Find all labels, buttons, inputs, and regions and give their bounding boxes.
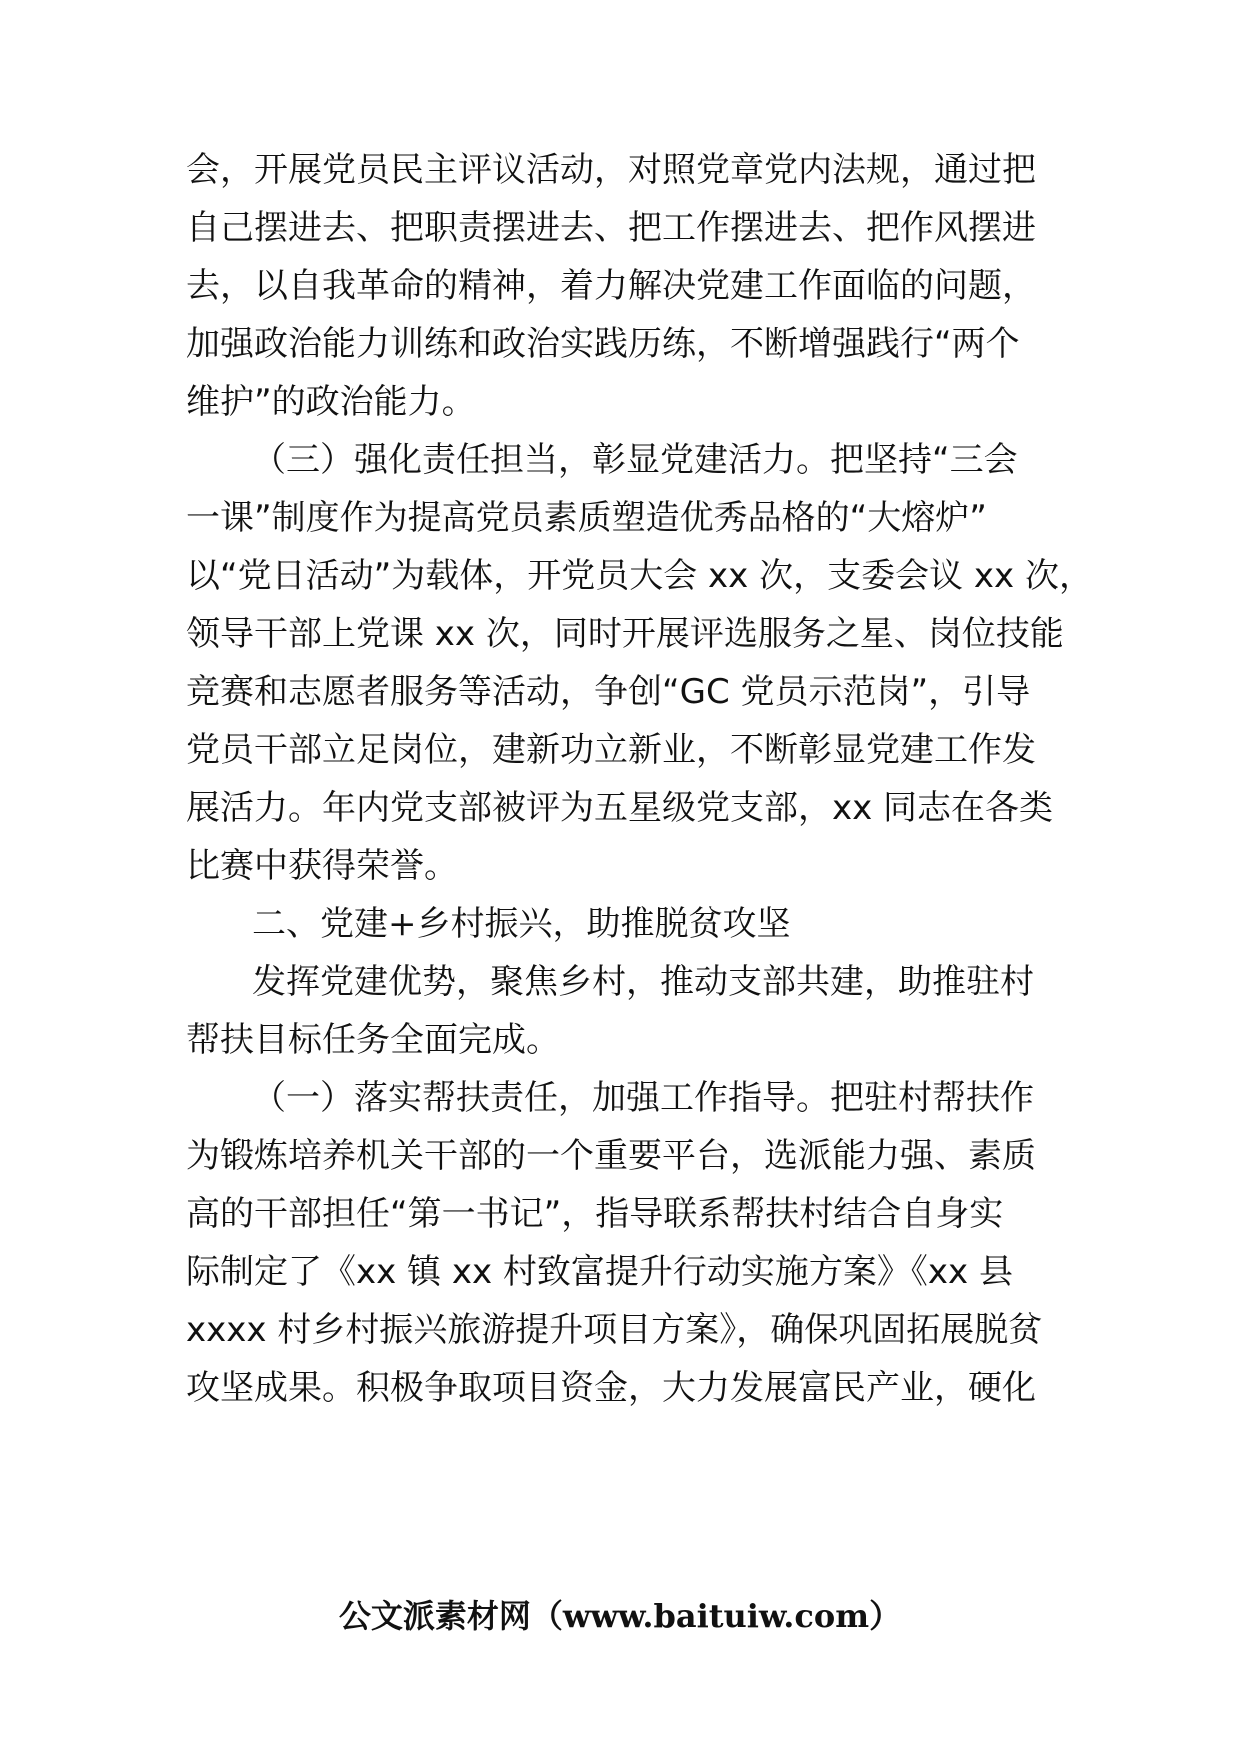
body-text-line: 攻坚成果。积极争取项目资金，大力发展富民产业，硬化: [186, 1368, 1036, 1408]
body-text-line: xxxx 村乡村振兴旅游提升项目方案》，确保巩固拓展脱贫: [186, 1310, 1043, 1350]
body-text-line: 以“党日活动”为载体，开党员大会 xx 次，支委会议 xx 次，: [186, 556, 1093, 596]
body-text-line: 去，以自我革命的精神，着力解决党建工作面临的问题，: [186, 266, 1036, 306]
section-heading-line: （一）落实帮扶责任，加强工作指导。把驻村帮扶作: [252, 1078, 1034, 1118]
body-text-line: 帮扶目标任务全面完成。: [186, 1020, 560, 1060]
body-text-line: 党员干部立足岗位，建新功立新业，不断彰显党建工作发: [186, 730, 1036, 770]
footer-watermark: 公文派素材网（www.baituiw.com）: [338, 1597, 902, 1635]
body-text-line: 比赛中获得荣誉。: [186, 846, 458, 886]
body-text-line: 领导干部上党课 xx 次，同时开展评选服务之星、岗位技能: [186, 614, 1064, 654]
body-text-line: 自己摆进去、把职责摆进去、把工作摆进去、把作风摆进: [186, 208, 1036, 248]
chapter-heading-line: 二、党建+乡村振兴，助推脱贫攻坚: [252, 904, 791, 944]
body-text-line: 高的干部担任“第一书记”，指导联系帮扶村结合自身实: [186, 1194, 1004, 1234]
section-heading-line: （三）强化责任担当，彰显党建活力。把坚持“三会: [252, 440, 1018, 480]
body-text-line: 际制定了《xx 镇 xx 村致富提升行动实施方案》《xx 县: [186, 1252, 1013, 1292]
body-text-line: 会，开展党员民主评议活动，对照党章党内法规，通过把: [186, 150, 1036, 190]
body-text-line: 发挥党建优势，聚焦乡村，推动支部共建，助推驻村: [252, 962, 1034, 1002]
body-text-line: 维护”的政治能力。: [186, 382, 476, 422]
body-text-line: 为锻炼培养机关干部的一个重要平台，选派能力强、素质: [186, 1136, 1036, 1176]
body-text-line: 加强政治能力训练和政治实践历练，不断增强践行“两个: [186, 324, 1020, 364]
body-text-line: 展活力。年内党支部被评为五星级党支部，xx 同志在各类: [186, 788, 1054, 828]
body-text-line: 一课”制度作为提高党员素质塑造优秀品格的“大熔炉”: [186, 498, 987, 538]
body-text-line: 竞赛和志愿者服务等活动，争创“GC 党员示范岗”，引导: [186, 672, 1031, 712]
